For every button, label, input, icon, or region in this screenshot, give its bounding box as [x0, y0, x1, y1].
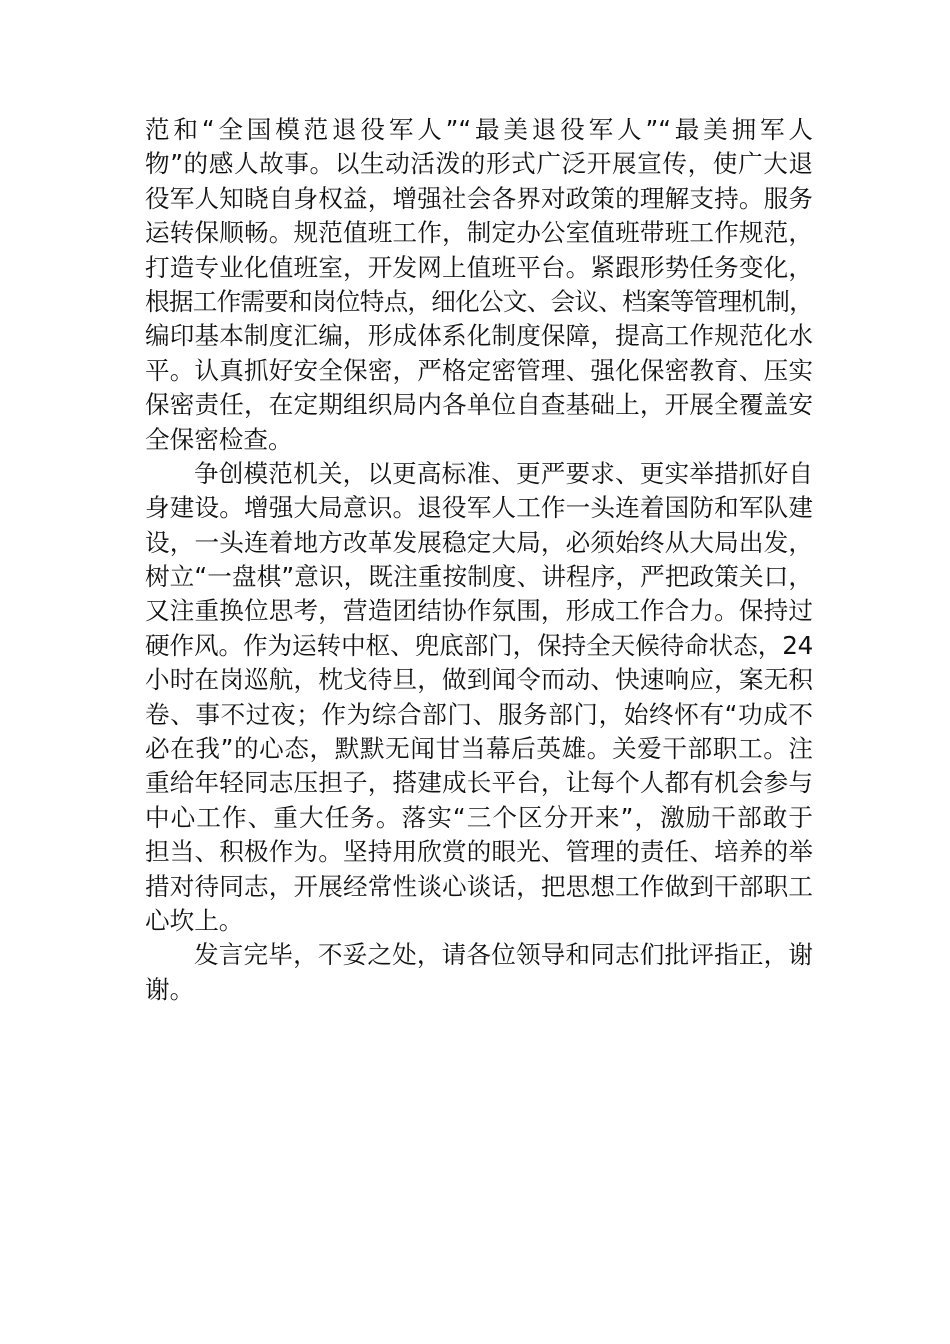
- paragraph-2: [145, 457, 813, 938]
- text-line: 必在我”的心态，默默无闻甘当幕后英雄。关爱干部职工。注: [145, 734, 813, 764]
- text-line: 担当、积极作为。坚持用欣赏的眼光、管理的责任、培养的举: [145, 837, 813, 867]
- text-line: 打造专业化值班室，开发网上值班平台。紧跟形势任务变化，: [145, 252, 813, 282]
- text-line: 树立“一盘棋”意识，既注重按制度、讲程序，严把政策关口，: [145, 562, 813, 592]
- text-line: 设，一头连着地方改革发展稳定大局，必须始终从大局出发，: [145, 527, 813, 557]
- paragraph-1: [145, 113, 813, 457]
- text-line: 身建设。增强大局意识。退役军人工作一头连着国防和军队建: [145, 493, 813, 523]
- document-body: [145, 113, 813, 1007]
- text-line: 重给年轻同志压担子，搭建成长平台，让每个人都有机会参与: [145, 768, 813, 798]
- text-line: 心坎上。: [145, 905, 244, 935]
- text-line: 中心工作、重大任务。落实“三个区分开来”，激励干部敢于: [145, 802, 813, 832]
- text-line: 运转保顺畅。规范值班工作，制定办公室值班带班工作规范，: [145, 218, 813, 248]
- text-line: 硬作风。作为运转中枢、兜底部门，保持全天候待命状态，24: [145, 630, 813, 660]
- text-line: 又注重换位思考，营造团结协作氛围，形成工作合力。保持过: [145, 596, 813, 626]
- text-line: 卷、事不过夜；作为综合部门、服务部门，始终怀有“功成不: [145, 699, 813, 729]
- text-line: 编印基本制度汇编，形成体系化制度保障，提高工作规范化水: [145, 321, 813, 351]
- text-line: 范和“全国模范退役军人”“最美退役军人”“最美拥军人: [145, 115, 813, 144]
- text-line: 谢。: [145, 974, 195, 1004]
- text-line: 物”的感人故事。以生动活泼的形式广泛开展宣传，使广大退: [145, 149, 813, 179]
- text-line: 争创模范机关，以更高标准、更严要求、更实举措抓好自: [194, 458, 813, 488]
- text-line: 全保密检查。: [145, 424, 293, 454]
- text-line: 措对待同志，开展经常性谈心谈话，把思想工作做到干部职工: [145, 871, 813, 901]
- text-line: 根据工作需要和岗位特点，细化公文、会议、档案等管理机制，: [145, 286, 813, 316]
- text-line: 保密责任，在定期组织局内各单位自查基础上，开展全覆盖安: [145, 390, 813, 420]
- text-line: 役军人知晓自身权益，增强社会各界对政策的理解支持。服务: [145, 183, 813, 213]
- text-line: 平。认真抓好安全保密，严格定密管理、强化保密教育、压实: [145, 355, 813, 385]
- text-line: 发言完毕，不妥之处，请各位领导和同志们批评指正，谢: [194, 940, 813, 970]
- text-line: 小时在岗巡航，枕戈待旦，做到闻令而动、快速响应，案无积: [145, 665, 813, 695]
- paragraph-3: [145, 938, 813, 1007]
